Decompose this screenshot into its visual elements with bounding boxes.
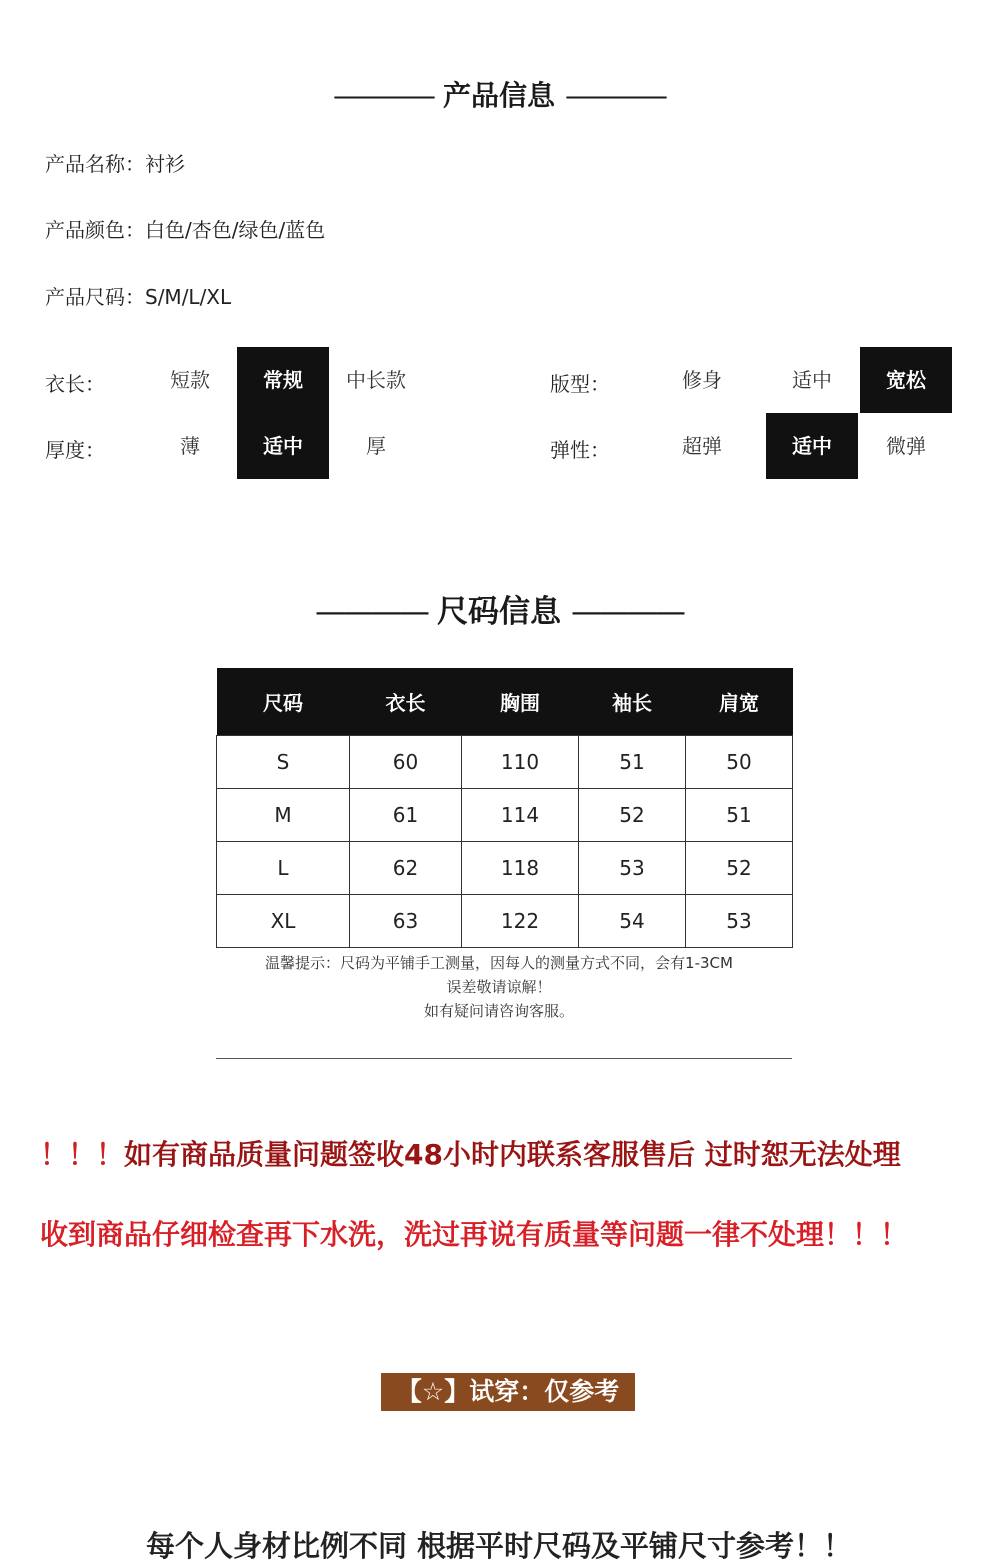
table-cell: 62 bbox=[350, 842, 462, 895]
fit-option-slim: 修身 bbox=[682, 368, 722, 392]
product-color-line: 产品颜色：白色/杏色/绿色/蓝色 bbox=[45, 218, 326, 242]
fit-option-medium: 适中 bbox=[792, 368, 832, 392]
table-cell: M bbox=[217, 789, 350, 842]
warning-washing: 收到商品仔细检查再下水洗，洗过再说有质量等问题一律不处理！！！ bbox=[40, 1218, 909, 1251]
table-cell: 122 bbox=[462, 895, 579, 948]
header-chest: 胸围 bbox=[462, 668, 579, 736]
table-row bbox=[217, 736, 793, 789]
table-cell: 50 bbox=[686, 736, 793, 789]
elasticity-option-super: 超弹 bbox=[682, 434, 722, 458]
table-cell: 54 bbox=[579, 895, 686, 948]
header-length: 衣长 bbox=[350, 668, 462, 736]
header-shoulder: 肩宽 bbox=[686, 668, 793, 736]
length-option-mid-long: 中长款 bbox=[346, 368, 406, 392]
table-row bbox=[217, 842, 793, 895]
size-note-line-2: 误差敬请谅解！ bbox=[446, 978, 552, 996]
product-name-line: 产品名称：衬衫 bbox=[45, 152, 185, 176]
header-size: 尺码 bbox=[217, 668, 350, 736]
size-table bbox=[216, 668, 793, 948]
table-header-row bbox=[217, 668, 793, 736]
size-info-title: ———— 尺码信息 ———— bbox=[315, 594, 683, 630]
thickness-label: 厚度： bbox=[45, 438, 105, 462]
thickness-option-thin: 薄 bbox=[180, 434, 200, 458]
thickness-option-medium: 适中 bbox=[237, 413, 329, 479]
table-cell: 51 bbox=[579, 736, 686, 789]
table-cell: L bbox=[217, 842, 350, 895]
table-cell: XL bbox=[217, 895, 350, 948]
size-note-line-1: 温馨提示：尺码为平铺手工测量，因每人的测量方式不同，会有1-3CM bbox=[265, 954, 733, 972]
table-cell: 52 bbox=[579, 789, 686, 842]
warning-exclamations: ！！！ bbox=[40, 1138, 125, 1171]
product-info-title: ———— 产品信息 ———— bbox=[332, 79, 665, 112]
elasticity-option-slight: 微弹 bbox=[886, 434, 926, 458]
table-cell: 61 bbox=[350, 789, 462, 842]
title-dash-right: ———— bbox=[565, 79, 665, 112]
table-cell: 63 bbox=[350, 895, 462, 948]
length-label: 衣长： bbox=[45, 372, 105, 396]
title-dash-right: ———— bbox=[571, 594, 683, 630]
elasticity-label: 弹性： bbox=[550, 438, 610, 462]
table-cell: 52 bbox=[686, 842, 793, 895]
elasticity-option-medium: 适中 bbox=[766, 413, 858, 479]
title-dash-left: ———— bbox=[315, 594, 427, 630]
table-row bbox=[217, 895, 793, 948]
length-option-short: 短款 bbox=[170, 368, 210, 392]
table-cell: 114 bbox=[462, 789, 579, 842]
header-sleeve: 袖长 bbox=[579, 668, 686, 736]
fit-label: 版型： bbox=[550, 372, 610, 396]
table-cell: 51 bbox=[686, 789, 793, 842]
table-cell: 110 bbox=[462, 736, 579, 789]
product-size-line: 产品尺码：S/M/L/XL bbox=[45, 285, 232, 309]
size-note-line-3: 如有疑问请咨询客服。 bbox=[423, 1002, 574, 1020]
length-option-regular: 常规 bbox=[237, 347, 329, 413]
bottom-cutoff-text: 每个人身材比例不同 根据平时尺码及平铺尺寸参考！！ bbox=[145, 1529, 853, 1563]
divider bbox=[216, 1058, 792, 1059]
thickness-option-thick: 厚 bbox=[366, 434, 386, 458]
table-cell: 118 bbox=[462, 842, 579, 895]
table-row bbox=[217, 789, 793, 842]
table-cell: 53 bbox=[579, 842, 686, 895]
table-cell: S bbox=[217, 736, 350, 789]
warning-after-sales bbox=[40, 1133, 901, 1173]
table-cell: 53 bbox=[686, 895, 793, 948]
tryon-badge: 【☆】试穿：仅参考 bbox=[381, 1373, 635, 1411]
table-cell: 60 bbox=[350, 736, 462, 789]
warning-after-sales-text: 如有商品质量问题签收48小时内联系客服售后 过时恕无法处理 bbox=[124, 1138, 901, 1171]
title-dash-left: ———— bbox=[332, 79, 433, 112]
fit-option-loose: 宽松 bbox=[860, 347, 952, 413]
